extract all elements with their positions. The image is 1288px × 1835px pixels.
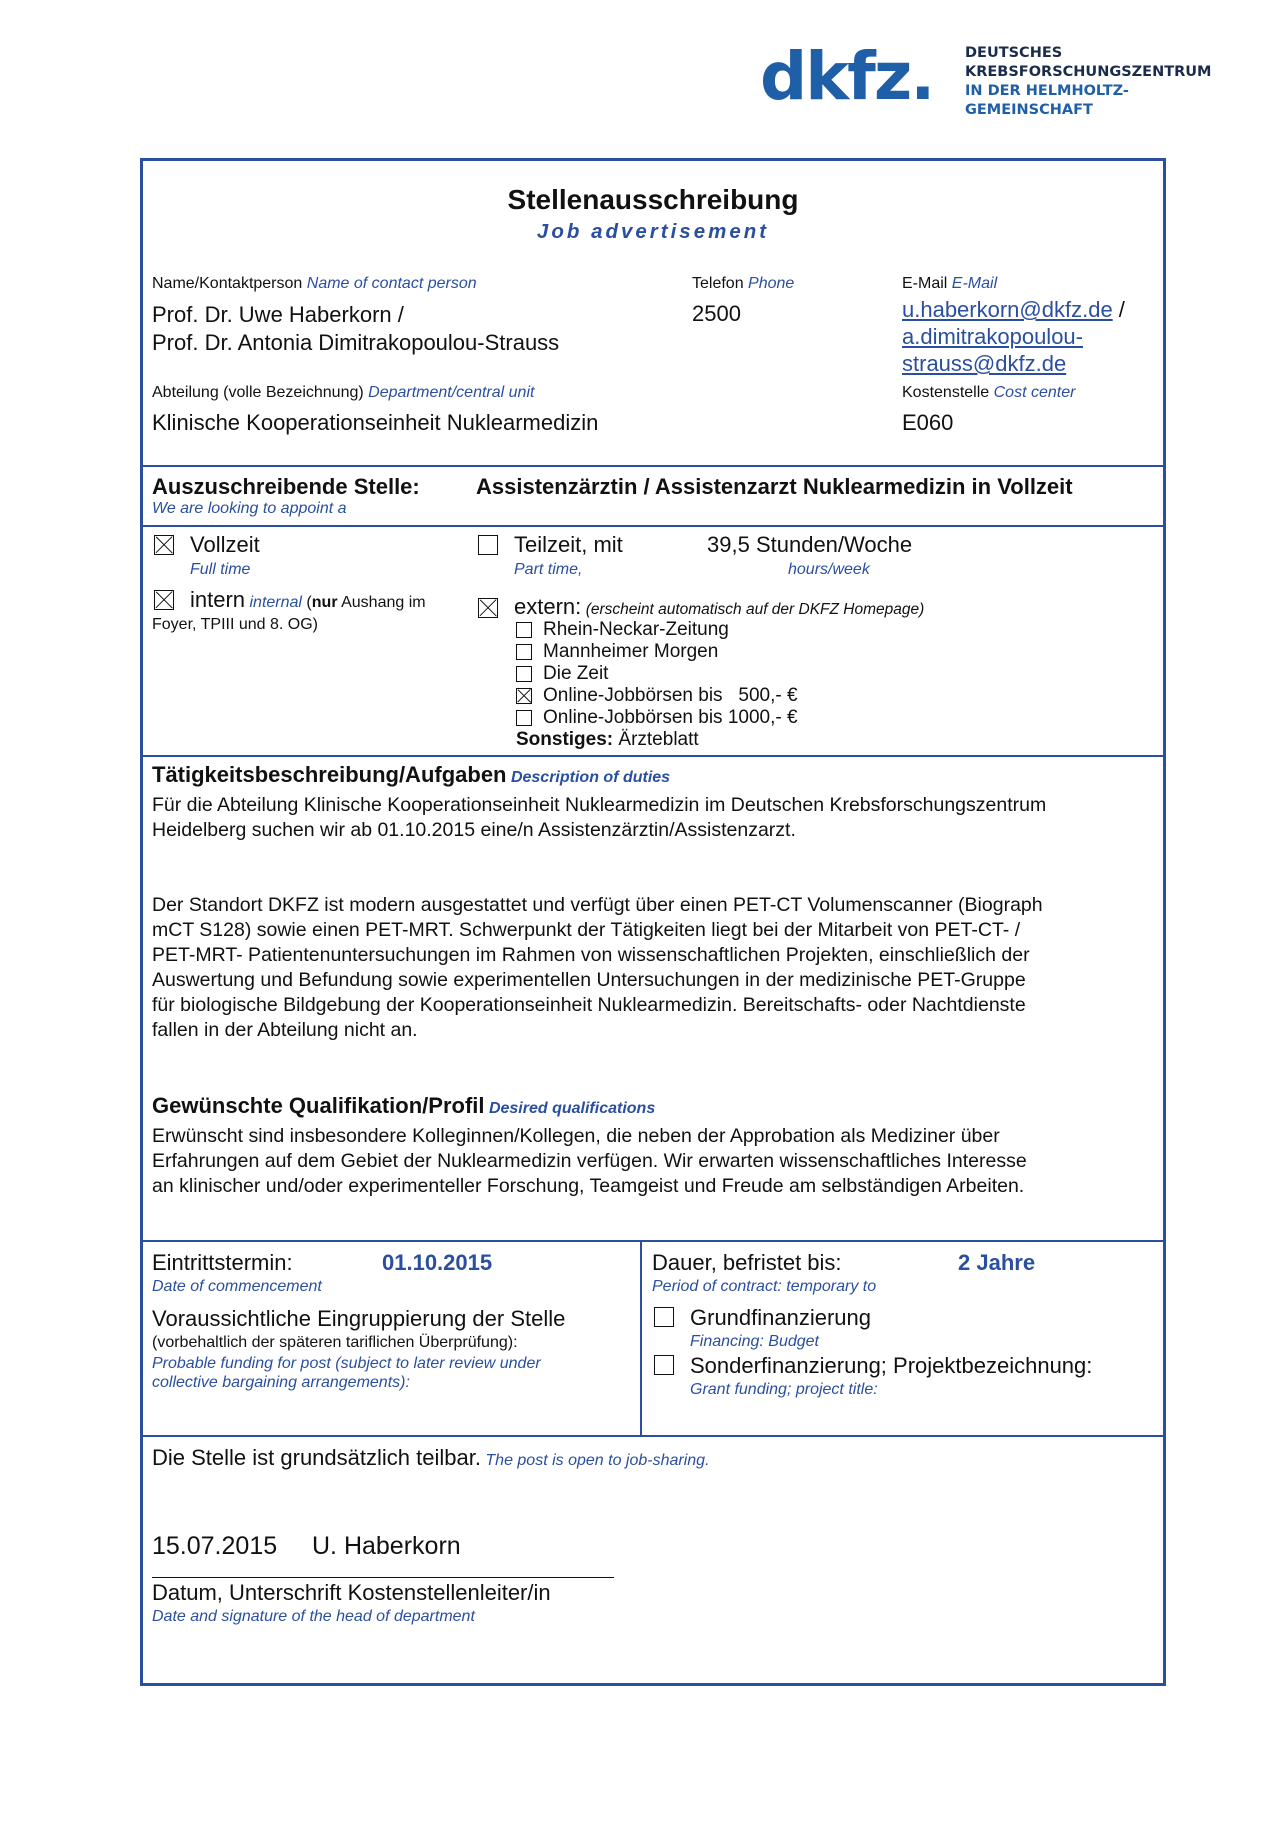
start-date-label-en: Date of commencement <box>152 1278 322 1295</box>
option-label-mm: Mannheimer Morgen <box>543 641 719 662</box>
phone-label: Telefon Phone <box>692 275 795 292</box>
grant-funding-checkbox[interactable] <box>654 1355 674 1375</box>
cost-center-label: Kostenstelle Cost center <box>902 384 1076 401</box>
option-label-zeit: Die Zeit <box>543 663 609 684</box>
start-date-value: 01.10.2015 <box>382 1250 493 1275</box>
divider-position <box>140 525 1166 527</box>
grant-funding-label: Sonderfinanzierung; Projektbezeichnung: <box>690 1353 1093 1378</box>
page-title: Stellenausschreibung <box>507 184 799 215</box>
hours-unit: Stunden/Woche <box>755 532 913 557</box>
divider-posting <box>140 755 1166 757</box>
fulltime-label: Vollzeit <box>190 532 260 557</box>
email-link-strauss-2[interactable]: strauss@dkfz.de <box>902 351 1067 376</box>
signature-label: Datum, Unterschrift Kostenstellenleiter/in <box>152 1580 551 1605</box>
contact-name-label: Name/Kontaktperson Name of contact person <box>152 275 477 292</box>
qualifications-paragraph: Erwünscht sind insbesondere Kolleginnen/Kollegen, die neben der Approbation als Mediziner über Erfahrungen auf dem Gebiet der Nuklearmedizin verfügen. Wir erwarten wissenschaftliches Interesse an klinischer und/oder experimenteller Forschung, Teamgeist und Freude am selbständigen Arbeiten. <box>152 1125 1027 1197</box>
qualifications-heading: Gewünschte Qualifikation/Profil Desired qualifications <box>152 1093 656 1118</box>
option-label-online1000: Online-Jobbörsen bis 1000,- € <box>543 707 798 728</box>
divider-terms-vertical <box>640 1240 642 1435</box>
grade-label: Voraussichtliche Eingruppierung der Stelle <box>152 1306 566 1331</box>
divider-terms <box>140 1435 1166 1437</box>
extern-label: extern: (erscheint automatisch auf der DKFZ Homepage) <box>514 594 925 619</box>
basic-funding-checkbox[interactable] <box>654 1307 674 1327</box>
option-label-rnz: Rhein-Neckar-Zeitung <box>543 619 729 640</box>
page-subtitle: Job advertisement <box>536 220 770 243</box>
signature-line <box>152 1577 614 1578</box>
email-label: E-Mail E-Mail <box>902 275 998 292</box>
divider-contact <box>140 465 1166 467</box>
logo-mark: dkfz. <box>760 38 934 115</box>
option-checkbox-online500[interactable] <box>516 688 532 704</box>
option-checkbox-online1000[interactable] <box>516 710 532 726</box>
divider-description <box>140 1240 1166 1242</box>
grade-label-en: Probable funding for post (subject to later review under collective bargaining arrangements): <box>152 1355 541 1391</box>
option-checkbox-mm[interactable] <box>516 644 532 660</box>
duties-paragraph-1: Für die Abteilung Klinische Kooperationseinheit Nuklearmedizin im Deutschen Krebsforschungszentrum Heidelberg suchen wir ab 01.10.2015 eine/n Assistenzärztin/Assistenzarzt. <box>152 794 1047 841</box>
parttime-label: Teilzeit, mit <box>514 532 623 557</box>
logo-text <box>965 44 1240 120</box>
logo-line-1: DEUTSCHES <box>965 45 1063 61</box>
fulltime-checkbox[interactable] <box>154 535 174 555</box>
signature-label-en: Date and signature of the head of department <box>152 1608 475 1625</box>
dkfz-logo <box>760 38 1240 118</box>
cost-center-value: E060 <box>902 410 954 435</box>
department-label: Abteilung (volle Bezeichnung) Department/central unit <box>152 384 535 401</box>
grant-funding-label-en: Grant funding; project title: <box>690 1381 878 1398</box>
signature-name: U. Haberkorn <box>312 1532 461 1560</box>
fulltime-label-en: Full time <box>190 561 251 578</box>
other-posting: Sonstiges: Ärzteblatt <box>516 729 699 750</box>
email-values: u.haberkorn@dkfz.de / a.dimitrakopoulou- strauss@dkfz.de <box>902 297 1125 376</box>
email-link-haberkorn[interactable]: u.haberkorn@dkfz.de <box>902 297 1113 322</box>
hours-label-en: hours/week <box>788 561 870 578</box>
logo-line-3: IN DER HELMHOLTZ-GEMEINSCHAFT <box>965 83 1129 118</box>
department-value: Klinische Kooperationseinheit Nuklearmedizin <box>152 410 599 435</box>
duration-value: 2 Jahre <box>958 1250 1036 1275</box>
duties-paragraph-2: Der Standort DKFZ ist modern ausgestattet und verfügt über einen PET-CT Volumenscanner (Biograph mCT S128) sowie einen PET-MRT. Schwerpunkt der Tätigkeiten liegt bei der Mitarbeit von PET-CT- / PET-MRT- Patientenuntersuchungen im Rahmen von wissenschaftlichen Projekten, einschließlich der Auswertung und Befundung sowie experimentellen Untersuchungen in der medizinische PET-Gruppe für biologische Bildgebung der Kooperationseinheit Nuklearmedizin. Bereitschafts- oder Nachtdienste fallen in der Abteilung nicht an. <box>152 894 1043 1041</box>
duration-label-en: Period of contract: temporary to <box>652 1278 877 1295</box>
intern-label: intern internal (nur Aushang im <box>190 587 426 612</box>
duties-heading: Tätigkeitsbeschreibung/Aufgaben Description of duties <box>152 762 671 787</box>
position-value: Assistenzärztin / Assistenzarzt Nuklearmedizin in Vollzeit <box>476 474 1073 499</box>
position-label: Auszuschreibende Stelle: <box>152 474 420 499</box>
parttime-label-en: Part time, <box>514 561 583 578</box>
start-date-label: Eintrittstermin: <box>152 1250 293 1275</box>
phone-value: 2500 <box>692 301 741 326</box>
extern-checkbox[interactable] <box>478 598 498 618</box>
basic-funding-label: Grundfinanzierung <box>690 1305 872 1330</box>
intern-note: Foyer, TPIII und 8. OG) <box>152 616 318 633</box>
parttime-checkbox[interactable] <box>478 535 498 555</box>
hours-value: 39,5 <box>707 532 750 557</box>
position-label-en: We are looking to appoint a <box>152 500 347 517</box>
option-checkbox-rnz[interactable] <box>516 622 532 638</box>
option-label-online500: Online-Jobbörsen bis 500,- € <box>543 685 798 706</box>
basic-funding-label-en: Financing: Budget <box>690 1333 819 1350</box>
option-checkbox-zeit[interactable] <box>516 666 532 682</box>
email-link-strauss-1[interactable]: a.dimitrakopoulou- <box>902 324 1083 349</box>
contact-name: Prof. Dr. Uwe Haberkorn / Prof. Dr. Antonia Dimitrakopoulou-Strauss <box>152 302 560 355</box>
logo-line-2: KREBSFORSCHUNGSZENTRUM <box>965 64 1212 80</box>
hours-per-week <box>707 532 912 558</box>
signature-date: 15.07.2015 <box>152 1532 278 1560</box>
job-sharing-note: Die Stelle ist grundsätzlich teilbar. The post is open to job-sharing. <box>152 1445 710 1470</box>
duration-label: Dauer, befristet bis: <box>652 1250 842 1275</box>
intern-checkbox[interactable] <box>154 590 174 610</box>
grade-note: (vorbehaltlich der späteren tariflichen Überprüfung): <box>152 1334 518 1351</box>
